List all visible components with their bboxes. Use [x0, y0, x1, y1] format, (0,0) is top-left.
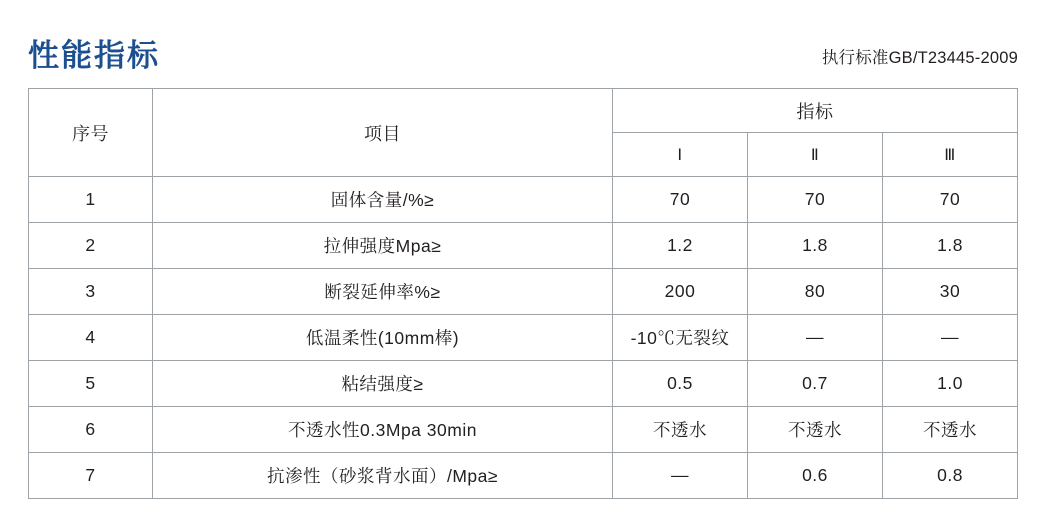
row-value-grade-2: —	[748, 315, 883, 361]
spec-table-wrapper	[28, 88, 1018, 499]
row-value-grade-3: 0.8	[883, 453, 1018, 499]
row-no: 2	[29, 223, 153, 269]
row-value-grade-3: 30	[883, 269, 1018, 315]
row-value-grade-3: 70	[883, 177, 1018, 223]
row-value-grade-1: 不透水	[613, 407, 748, 453]
row-no: 7	[29, 453, 153, 499]
row-value-grade-2: 1.8	[748, 223, 883, 269]
header-cell-item: 项目	[153, 89, 613, 177]
spec-table	[28, 88, 1018, 499]
row-item: 低温柔性(10mm棒)	[153, 315, 613, 361]
page-title: 性能指标	[28, 38, 160, 73]
table-row	[29, 361, 1018, 407]
row-value-grade-2: 0.7	[748, 361, 883, 407]
row-value-grade-3: 1.8	[883, 223, 1018, 269]
row-item: 固体含量/%≥	[153, 177, 613, 223]
row-value-grade-1: 200	[613, 269, 748, 315]
table-row	[29, 269, 1018, 315]
row-value-grade-2: 70	[748, 177, 883, 223]
table-row	[29, 453, 1018, 499]
row-value-grade-1: -10℃无裂纹	[613, 315, 748, 361]
table-row	[29, 407, 1018, 453]
row-value-grade-3: 不透水	[883, 407, 1018, 453]
row-no: 4	[29, 315, 153, 361]
row-no: 6	[29, 407, 153, 453]
header-cell-grade-1: Ⅰ	[613, 133, 748, 177]
row-no: 5	[29, 361, 153, 407]
table-header	[29, 89, 1018, 177]
row-item: 拉伸强度Mpa≥	[153, 223, 613, 269]
header-cell-no: 序号	[29, 89, 153, 177]
row-item: 不透水性0.3Mpa 30min	[153, 407, 613, 453]
table-row	[29, 223, 1018, 269]
row-value-grade-1: —	[613, 453, 748, 499]
row-item: 抗渗性（砂浆背水面）/Mpa≥	[153, 453, 613, 499]
header-cell-index-group: 指标	[613, 89, 1018, 133]
table-row	[29, 315, 1018, 361]
header-cell-grade-3: Ⅲ	[883, 133, 1018, 177]
row-item: 断裂延伸率%≥	[153, 269, 613, 315]
table-body	[29, 177, 1018, 499]
row-value-grade-2: 80	[748, 269, 883, 315]
row-value-grade-1: 1.2	[613, 223, 748, 269]
header-cell-grade-2: Ⅱ	[748, 133, 883, 177]
row-no: 3	[29, 269, 153, 315]
row-no: 1	[29, 177, 153, 223]
row-value-grade-2: 不透水	[748, 407, 883, 453]
row-value-grade-1: 70	[613, 177, 748, 223]
standard-code: 执行标准GB/T23445-2009	[821, 49, 1018, 67]
row-value-grade-1: 0.5	[613, 361, 748, 407]
row-value-grade-3: 1.0	[883, 361, 1018, 407]
row-value-grade-3: —	[883, 315, 1018, 361]
table-header-row-top	[29, 89, 1018, 133]
row-item: 粘结强度≥	[153, 361, 613, 407]
row-value-grade-2: 0.6	[748, 453, 883, 499]
table-row	[29, 177, 1018, 223]
